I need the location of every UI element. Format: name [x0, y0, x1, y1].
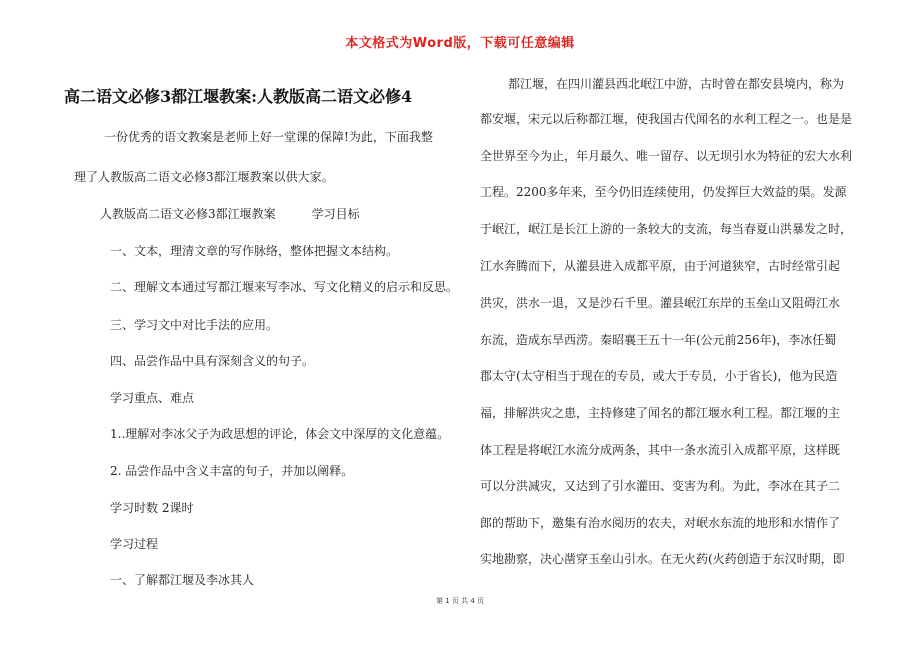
paragraph-line: 都江堰，在四川灌县西北岷江中游，古时曾在都安县境内，称为	[508, 77, 845, 91]
paragraph-line: 学习时数 2课时	[110, 501, 194, 515]
paragraph-line: 东流，造成东旱西涝。秦昭襄王五十一年(公元前256年)，李冰任蜀	[480, 333, 837, 347]
paragraph-line: 都安堰，宋元以后称都江堰，使我国古代闻名的水利工程之一。也是是	[480, 112, 853, 126]
paragraph-line: 实地勘察，决心凿穿玉垒山引水。在无火药(火药创造于东汉时期，即	[480, 552, 845, 566]
word-format-banner: 本文格式为Word版，下载可任意编辑	[345, 36, 575, 51]
paragraph-line: 郎的帮助下，邀集有治水阅历的农夫，对岷水东流的地形和水情作了	[480, 516, 841, 530]
page-title: 高二语文必修3都江堰教案:人教版高二语文必修4	[64, 87, 413, 106]
paragraph-line: 人教版高二语文必修3都江堰教案 学习目标	[100, 207, 360, 221]
paragraph-line: 福，排解洪灾之患，主持修建了闻名的都江堰水利工程。都江堰的主	[480, 406, 841, 420]
paragraph-line: 江水奔腾而下，从灌县进入成都平原，由于河道狭窄，古时经常引起	[480, 259, 841, 273]
paragraph-line: 一、文本，理清文章的写作脉络，整体把握文本结构。	[110, 244, 399, 258]
paragraph-line: 四、品尝作品中具有深刻含义的句子。	[110, 354, 315, 368]
section-heading: 学习过程	[110, 537, 159, 551]
section-heading: 学习重点、难点	[110, 391, 195, 405]
paragraph-line: 理了人教版高二语文必修3都江堰教案以供大家。	[74, 170, 334, 184]
paragraph-line: 体工程是将岷江水流分成两条，其中一条水流引入成都平原，这样既	[480, 443, 841, 457]
paragraph-line: 可以分洪减灾，又达到了引水灌田、变害为利。为此，李冰在其子二	[480, 479, 841, 493]
paragraph-line: 2. 品尝作品中含义丰富的句子，并加以阐释。	[110, 464, 354, 478]
paragraph-line: 三、学习文中对比手法的应用。	[110, 318, 279, 332]
paragraph-line: 二、理解文本通过写都江堰来写李冰、写文化精义的启示和反思。	[110, 280, 459, 294]
section-heading: 一、了解都江堰及李冰其人	[110, 573, 255, 587]
paragraph-line: 郡太守(太守相当于现在的专员，或大于专员，小于省长)，他为民造	[480, 369, 838, 383]
paragraph-line: 洪灾，洪水一退，又是沙石千里。灌县岷江东岸的玉垒山又阻碍江水	[480, 296, 841, 310]
page-number: 第 1 页 共 4 页	[435, 597, 485, 605]
paragraph-line: 一份优秀的语文教案是老师上好一堂课的保障!为此，下面我整	[104, 130, 433, 144]
paragraph-line: 全世界至今为止，年月最久、唯一留存、以无坝引水为特征的宏大水利	[480, 149, 853, 163]
paragraph-line: 1..理解对李冰父子为政思想的评论，体会文中深厚的文化意蕴。	[110, 427, 450, 441]
paragraph-line: 工程。2200多年来，至今仍旧连续使用，仍发挥巨大效益的渠。发源	[480, 185, 847, 199]
paragraph-line: 于岷江，岷江是长江上游的一条较大的支流，每当春夏山洪暴发之时，	[480, 222, 853, 236]
